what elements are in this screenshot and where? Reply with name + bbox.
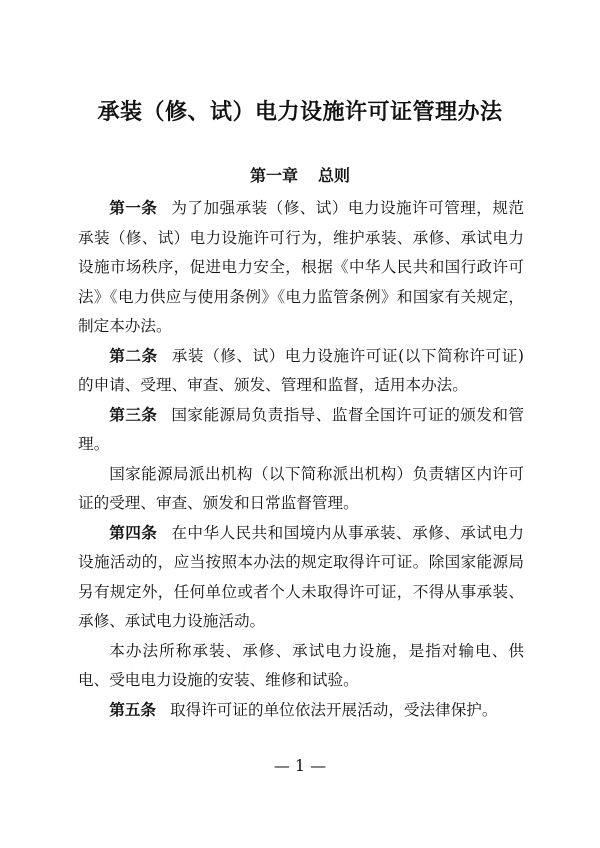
- paragraph-text: 本办法所称承装、承修、承试电力设施，是指对输电、供电、受电电力设施的安装、维修和试验。: [78, 641, 524, 689]
- chapter-heading: [0, 164, 600, 188]
- paragraph-text: 承装（修、试）电力设施许可证(以下简称许可证)的申请、受理、审查、颁发、管理和监督，适用本办法。: [78, 346, 524, 394]
- document-body: [78, 194, 524, 725]
- document-title: 承装（修、试）电力设施许可证管理办法: [97, 99, 503, 125]
- paragraph-text: 在中华人民共和国境内从事承装、承修、承试电力设施活动的，应当按照本办法的规定取得许可证。除国家能源局另有规定外，任何单位或者个人未取得许可证，不得从事承装、承修、承试电力设施活动。: [78, 523, 524, 630]
- article-number: 第三条: [109, 405, 158, 424]
- paragraph-article-2: [78, 342, 524, 401]
- chapter-title: 总则: [318, 166, 351, 185]
- paragraph-article-3: [78, 401, 524, 460]
- article-number: 第二条: [109, 346, 158, 365]
- paragraph-article-4: [78, 519, 524, 637]
- article-number: 第四条: [109, 523, 158, 542]
- page-number: — 1 —: [273, 756, 327, 775]
- paragraph-article-5: [78, 696, 524, 726]
- paragraph-article-3-clause-2: [78, 460, 524, 519]
- article-number: 第五条: [109, 700, 156, 719]
- paragraph-article-4-clause-2: [78, 637, 524, 696]
- paragraph-text: 为了加强承装（修、试）电力设施许可管理，规范承装（修、试）电力设施许可行为，维护承装、承修、承试电力设施市场秩序，促进电力安全，根据《中华人民共和国行政许可法》《电力供应与使用条例》《电力监管条例》和国家有关规定，制定本办法。: [78, 199, 524, 335]
- paragraph-article-1: [78, 194, 524, 342]
- article-number: 第一条: [109, 199, 158, 217]
- paragraph-text: 国家能源局派出机构（以下简称派出机构）负责辖区内许可证的受理、审查、颁发和日常监督管理。: [78, 464, 524, 512]
- chapter-number: 第一章: [249, 166, 298, 185]
- paragraph-text: 国家能源局负责指导、监督全国许可证的颁发和管理。: [78, 405, 524, 453]
- paragraph-text: 取得许可证的单位依法开展活动，受法律保护。: [170, 700, 498, 719]
